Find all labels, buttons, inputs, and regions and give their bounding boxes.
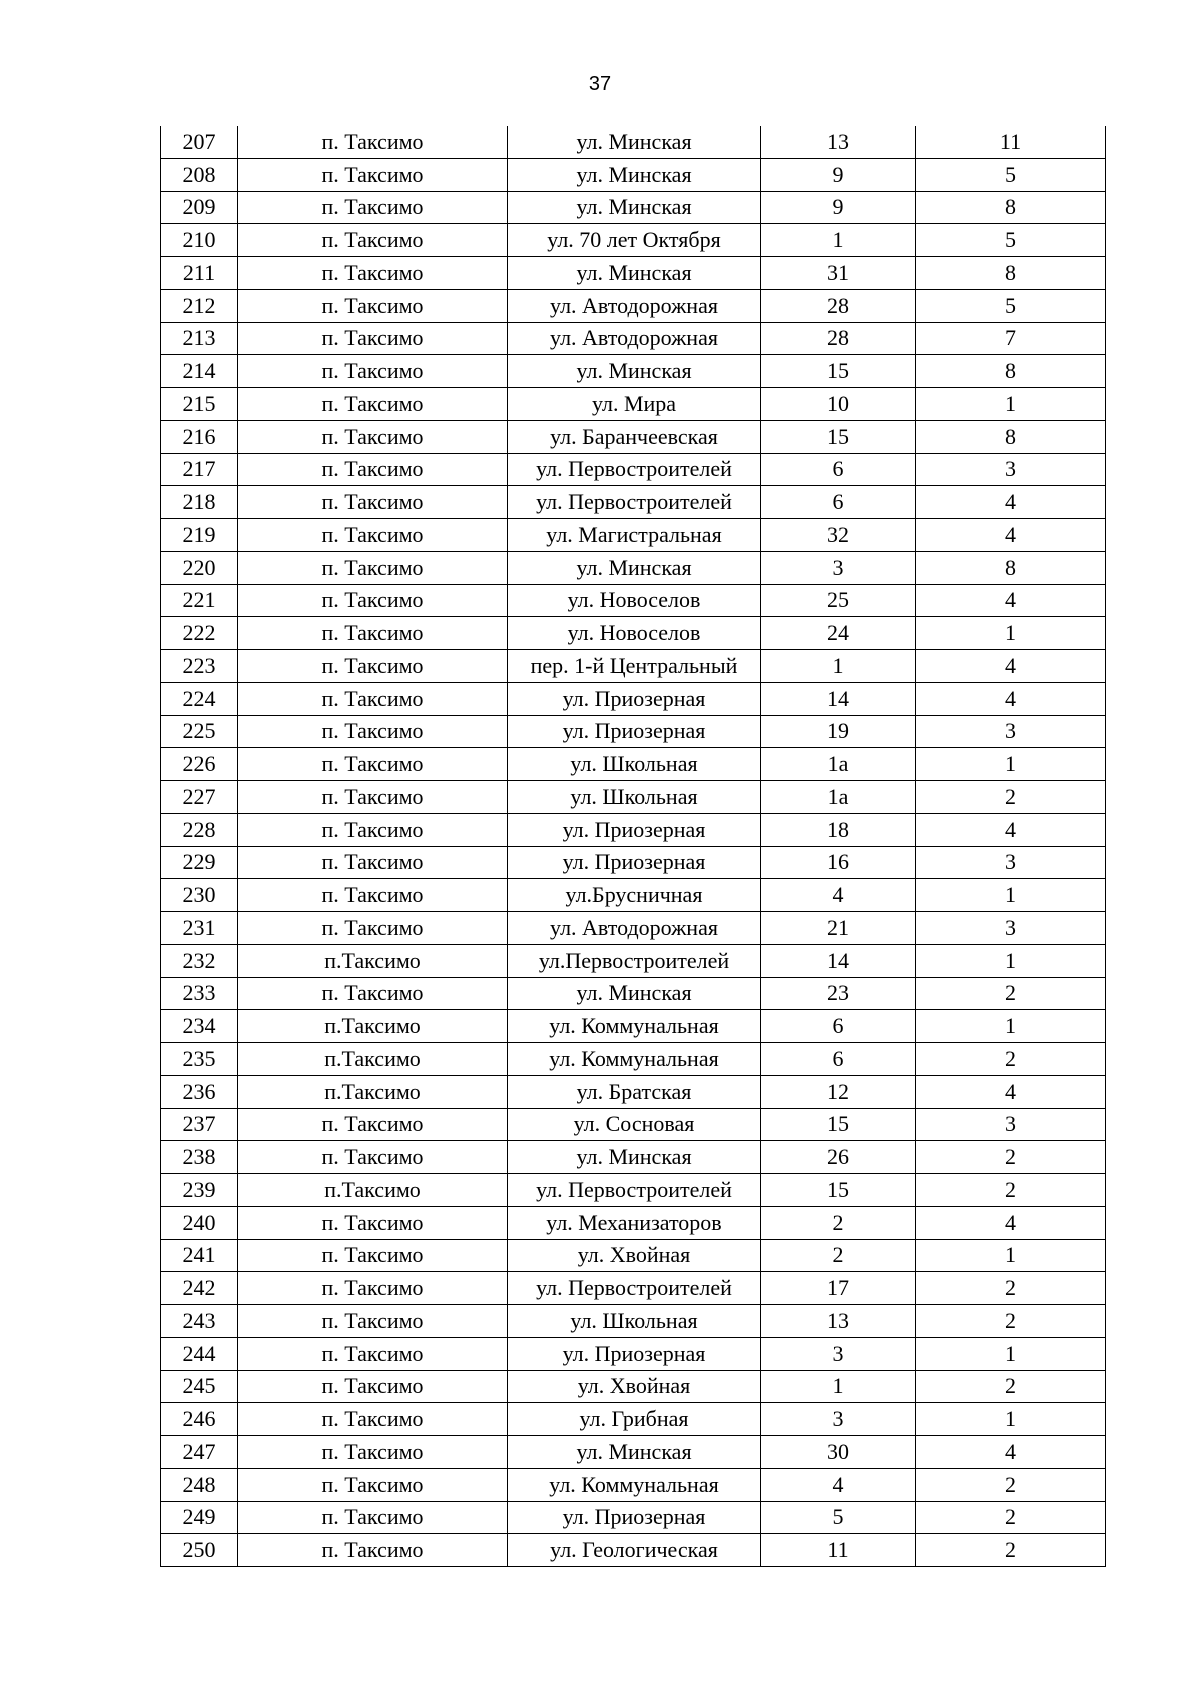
street-cell: ул. Первостроителей xyxy=(508,1272,761,1305)
row-number-cell: 211 xyxy=(161,257,238,290)
count-cell: 3 xyxy=(916,912,1106,945)
count-cell: 2 xyxy=(916,1305,1106,1338)
row-number-cell: 237 xyxy=(161,1108,238,1141)
house-number-cell: 6 xyxy=(761,1010,916,1043)
count-cell: 4 xyxy=(916,1206,1106,1239)
settlement-cell: п.Таксимо xyxy=(238,1010,508,1043)
street-cell: ул. Приозерная xyxy=(508,682,761,715)
table-row xyxy=(161,1141,1106,1174)
house-number-cell: 16 xyxy=(761,846,916,879)
row-number-cell: 225 xyxy=(161,715,238,748)
street-cell: ул. Минская xyxy=(508,257,761,290)
count-cell: 3 xyxy=(916,453,1106,486)
row-number-cell: 247 xyxy=(161,1436,238,1469)
settlement-cell: п. Таксимо xyxy=(238,453,508,486)
settlement-cell: п. Таксимо xyxy=(238,715,508,748)
count-cell: 3 xyxy=(916,1108,1106,1141)
street-cell: ул. Минская xyxy=(508,191,761,224)
row-number-cell: 210 xyxy=(161,224,238,257)
street-cell: ул. Приозерная xyxy=(508,1501,761,1534)
street-cell: ул. Сосновая xyxy=(508,1108,761,1141)
settlement-cell: п.Таксимо xyxy=(238,1075,508,1108)
count-cell: 2 xyxy=(916,1043,1106,1076)
count-cell: 2 xyxy=(916,1141,1106,1174)
table-row xyxy=(161,289,1106,322)
table-row xyxy=(161,781,1106,814)
settlement-cell: п. Таксимо xyxy=(238,191,508,224)
table-row xyxy=(161,1436,1106,1469)
row-number-cell: 234 xyxy=(161,1010,238,1043)
row-number-cell: 220 xyxy=(161,551,238,584)
table-row xyxy=(161,355,1106,388)
row-number-cell: 207 xyxy=(161,126,238,158)
row-number-cell: 222 xyxy=(161,617,238,650)
table-row xyxy=(161,912,1106,945)
settlement-cell: п. Таксимо xyxy=(238,748,508,781)
settlement-cell: п. Таксимо xyxy=(238,289,508,322)
row-number-cell: 236 xyxy=(161,1075,238,1108)
count-cell: 1 xyxy=(916,748,1106,781)
table-row xyxy=(161,126,1106,158)
row-number-cell: 228 xyxy=(161,813,238,846)
count-cell: 1 xyxy=(916,617,1106,650)
table-row xyxy=(161,1206,1106,1239)
settlement-cell: п. Таксимо xyxy=(238,420,508,453)
table-row xyxy=(161,1337,1106,1370)
row-number-cell: 209 xyxy=(161,191,238,224)
house-number-cell: 15 xyxy=(761,1108,916,1141)
house-number-cell: 28 xyxy=(761,289,916,322)
house-number-cell: 28 xyxy=(761,322,916,355)
row-number-cell: 245 xyxy=(161,1370,238,1403)
address-table xyxy=(160,126,1106,1567)
house-number-cell: 19 xyxy=(761,715,916,748)
settlement-cell: п. Таксимо xyxy=(238,1534,508,1567)
street-cell: ул. Коммунальная xyxy=(508,1468,761,1501)
street-cell: ул. Хвойная xyxy=(508,1239,761,1272)
row-number-cell: 223 xyxy=(161,650,238,683)
count-cell: 8 xyxy=(916,355,1106,388)
house-number-cell: 6 xyxy=(761,486,916,519)
street-cell: ул. Минская xyxy=(508,158,761,191)
street-cell: ул. Приозерная xyxy=(508,715,761,748)
house-number-cell: 1 xyxy=(761,224,916,257)
table-row xyxy=(161,388,1106,421)
table-row xyxy=(161,1370,1106,1403)
table-row xyxy=(161,1305,1106,1338)
house-number-cell: 14 xyxy=(761,682,916,715)
row-number-cell: 215 xyxy=(161,388,238,421)
row-number-cell: 232 xyxy=(161,944,238,977)
page-number: 37 xyxy=(588,73,612,95)
table-row xyxy=(161,977,1106,1010)
row-number-cell: 249 xyxy=(161,1501,238,1534)
settlement-cell: п. Таксимо xyxy=(238,1370,508,1403)
row-number-cell: 226 xyxy=(161,748,238,781)
house-number-cell: 23 xyxy=(761,977,916,1010)
settlement-cell: п. Таксимо xyxy=(238,617,508,650)
table-row xyxy=(161,519,1106,552)
house-number-cell: 1 xyxy=(761,650,916,683)
settlement-cell: п. Таксимо xyxy=(238,1141,508,1174)
settlement-cell: п. Таксимо xyxy=(238,1436,508,1469)
house-number-cell: 26 xyxy=(761,1141,916,1174)
settlement-cell: п. Таксимо xyxy=(238,1108,508,1141)
table-row xyxy=(161,715,1106,748)
house-number-cell: 12 xyxy=(761,1075,916,1108)
settlement-cell: п. Таксимо xyxy=(238,257,508,290)
house-number-cell: 10 xyxy=(761,388,916,421)
count-cell: 5 xyxy=(916,224,1106,257)
settlement-cell: п. Таксимо xyxy=(238,1305,508,1338)
count-cell: 2 xyxy=(916,1534,1106,1567)
street-cell: ул. Автодорожная xyxy=(508,322,761,355)
settlement-cell: п. Таксимо xyxy=(238,1468,508,1501)
street-cell: ул. Коммунальная xyxy=(508,1010,761,1043)
street-cell: ул. Братская xyxy=(508,1075,761,1108)
count-cell: 11 xyxy=(916,126,1106,158)
table-row xyxy=(161,944,1106,977)
row-number-cell: 224 xyxy=(161,682,238,715)
street-cell: ул. Новоселов xyxy=(508,584,761,617)
settlement-cell: п. Таксимо xyxy=(238,584,508,617)
house-number-cell: 2 xyxy=(761,1239,916,1272)
street-cell: ул. Школьная xyxy=(508,748,761,781)
count-cell: 1 xyxy=(916,879,1106,912)
table-row xyxy=(161,1239,1106,1272)
count-cell: 2 xyxy=(916,977,1106,1010)
count-cell: 5 xyxy=(916,158,1106,191)
house-number-cell: 6 xyxy=(761,1043,916,1076)
street-cell: ул. Школьная xyxy=(508,1305,761,1338)
settlement-cell: п. Таксимо xyxy=(238,879,508,912)
street-cell: ул. Мира xyxy=(508,388,761,421)
count-cell: 1 xyxy=(916,1239,1106,1272)
row-number-cell: 213 xyxy=(161,322,238,355)
house-number-cell: 3 xyxy=(761,1337,916,1370)
table-row xyxy=(161,584,1106,617)
row-number-cell: 214 xyxy=(161,355,238,388)
house-number-cell: 9 xyxy=(761,158,916,191)
house-number-cell: 11 xyxy=(761,1534,916,1567)
house-number-cell: 4 xyxy=(761,879,916,912)
table-row xyxy=(161,748,1106,781)
count-cell: 1 xyxy=(916,1403,1106,1436)
count-cell: 3 xyxy=(916,846,1106,879)
table-row xyxy=(161,257,1106,290)
count-cell: 4 xyxy=(916,519,1106,552)
street-cell: ул.Первостроителей xyxy=(508,944,761,977)
row-number-cell: 248 xyxy=(161,1468,238,1501)
count-cell: 4 xyxy=(916,584,1106,617)
street-cell: ул. Грибная xyxy=(508,1403,761,1436)
settlement-cell: п. Таксимо xyxy=(238,388,508,421)
table-row xyxy=(161,191,1106,224)
settlement-cell: п. Таксимо xyxy=(238,1206,508,1239)
house-number-cell: 4 xyxy=(761,1468,916,1501)
count-cell: 4 xyxy=(916,1436,1106,1469)
address-table-body xyxy=(161,126,1106,1567)
row-number-cell: 219 xyxy=(161,519,238,552)
count-cell: 2 xyxy=(916,1501,1106,1534)
table-row xyxy=(161,813,1106,846)
settlement-cell: п. Таксимо xyxy=(238,486,508,519)
row-number-cell: 239 xyxy=(161,1174,238,1207)
settlement-cell: п. Таксимо xyxy=(238,322,508,355)
count-cell: 2 xyxy=(916,781,1106,814)
street-cell: ул. Механизаторов xyxy=(508,1206,761,1239)
street-cell: ул. Минская xyxy=(508,977,761,1010)
table-row xyxy=(161,650,1106,683)
street-cell: ул. Автодорожная xyxy=(508,912,761,945)
row-number-cell: 230 xyxy=(161,879,238,912)
street-cell: ул. Минская xyxy=(508,551,761,584)
count-cell: 1 xyxy=(916,388,1106,421)
street-cell: ул. Минская xyxy=(508,355,761,388)
house-number-cell: 15 xyxy=(761,420,916,453)
house-number-cell: 15 xyxy=(761,1174,916,1207)
count-cell: 5 xyxy=(916,289,1106,322)
row-number-cell: 240 xyxy=(161,1206,238,1239)
settlement-cell: п.Таксимо xyxy=(238,1043,508,1076)
street-cell: ул.Брусничная xyxy=(508,879,761,912)
count-cell: 4 xyxy=(916,813,1106,846)
table-row xyxy=(161,1010,1106,1043)
house-number-cell: 15 xyxy=(761,355,916,388)
row-number-cell: 208 xyxy=(161,158,238,191)
house-number-cell: 32 xyxy=(761,519,916,552)
settlement-cell: п. Таксимо xyxy=(238,781,508,814)
count-cell: 4 xyxy=(916,682,1106,715)
count-cell: 2 xyxy=(916,1174,1106,1207)
settlement-cell: п. Таксимо xyxy=(238,977,508,1010)
settlement-cell: п. Таксимо xyxy=(238,224,508,257)
house-number-cell: 6 xyxy=(761,453,916,486)
count-cell: 8 xyxy=(916,191,1106,224)
settlement-cell: п. Таксимо xyxy=(238,1501,508,1534)
row-number-cell: 246 xyxy=(161,1403,238,1436)
table-row xyxy=(161,879,1106,912)
row-number-cell: 221 xyxy=(161,584,238,617)
count-cell: 7 xyxy=(916,322,1106,355)
row-number-cell: 217 xyxy=(161,453,238,486)
house-number-cell: 25 xyxy=(761,584,916,617)
count-cell: 2 xyxy=(916,1370,1106,1403)
house-number-cell: 1а xyxy=(761,781,916,814)
count-cell: 1 xyxy=(916,1337,1106,1370)
table-row xyxy=(161,453,1106,486)
count-cell: 3 xyxy=(916,715,1106,748)
street-cell: ул. Приозерная xyxy=(508,813,761,846)
street-cell: ул. Минская xyxy=(508,1436,761,1469)
settlement-cell: п. Таксимо xyxy=(238,912,508,945)
street-cell: пер. 1-й Центральный xyxy=(508,650,761,683)
street-cell: ул. Минская xyxy=(508,1141,761,1174)
table-row xyxy=(161,1534,1106,1567)
row-number-cell: 231 xyxy=(161,912,238,945)
settlement-cell: п. Таксимо xyxy=(238,1272,508,1305)
table-row xyxy=(161,420,1106,453)
table-row xyxy=(161,846,1106,879)
settlement-cell: п. Таксимо xyxy=(238,158,508,191)
table-row xyxy=(161,617,1106,650)
count-cell: 8 xyxy=(916,551,1106,584)
count-cell: 2 xyxy=(916,1272,1106,1305)
table-row xyxy=(161,1468,1106,1501)
house-number-cell: 1 xyxy=(761,1370,916,1403)
street-cell: ул. Коммунальная xyxy=(508,1043,761,1076)
house-number-cell: 31 xyxy=(761,257,916,290)
settlement-cell: п. Таксимо xyxy=(238,846,508,879)
table-row xyxy=(161,1108,1106,1141)
count-cell: 4 xyxy=(916,486,1106,519)
row-number-cell: 244 xyxy=(161,1337,238,1370)
table-row xyxy=(161,682,1106,715)
table-row xyxy=(161,322,1106,355)
house-number-cell: 3 xyxy=(761,551,916,584)
settlement-cell: п. Таксимо xyxy=(238,355,508,388)
table-row xyxy=(161,486,1106,519)
table-row xyxy=(161,1174,1106,1207)
row-number-cell: 242 xyxy=(161,1272,238,1305)
house-number-cell: 21 xyxy=(761,912,916,945)
street-cell: ул. Первостроителей xyxy=(508,1174,761,1207)
count-cell: 4 xyxy=(916,650,1106,683)
house-number-cell: 18 xyxy=(761,813,916,846)
row-number-cell: 250 xyxy=(161,1534,238,1567)
house-number-cell: 2 xyxy=(761,1206,916,1239)
street-cell: ул. 70 лет Октября xyxy=(508,224,761,257)
street-cell: ул. Автодорожная xyxy=(508,289,761,322)
count-cell: 4 xyxy=(916,1075,1106,1108)
settlement-cell: п. Таксимо xyxy=(238,1337,508,1370)
house-number-cell: 13 xyxy=(761,1305,916,1338)
street-cell: ул. Хвойная xyxy=(508,1370,761,1403)
table-row xyxy=(161,1403,1106,1436)
house-number-cell: 17 xyxy=(761,1272,916,1305)
count-cell: 8 xyxy=(916,257,1106,290)
street-cell: ул. Новоселов xyxy=(508,617,761,650)
street-cell: ул. Приозерная xyxy=(508,846,761,879)
house-number-cell: 30 xyxy=(761,1436,916,1469)
table-row xyxy=(161,551,1106,584)
row-number-cell: 238 xyxy=(161,1141,238,1174)
street-cell: ул. Первостроителей xyxy=(508,486,761,519)
row-number-cell: 212 xyxy=(161,289,238,322)
row-number-cell: 235 xyxy=(161,1043,238,1076)
settlement-cell: п. Таксимо xyxy=(238,551,508,584)
settlement-cell: п.Таксимо xyxy=(238,944,508,977)
house-number-cell: 5 xyxy=(761,1501,916,1534)
table-row xyxy=(161,1043,1106,1076)
house-number-cell: 14 xyxy=(761,944,916,977)
table-row xyxy=(161,158,1106,191)
settlement-cell: п. Таксимо xyxy=(238,813,508,846)
street-cell: ул. Баранчеевская xyxy=(508,420,761,453)
count-cell: 8 xyxy=(916,420,1106,453)
settlement-cell: п. Таксимо xyxy=(238,650,508,683)
house-number-cell: 24 xyxy=(761,617,916,650)
row-number-cell: 227 xyxy=(161,781,238,814)
street-cell: ул. Школьная xyxy=(508,781,761,814)
settlement-cell: п.Таксимо xyxy=(238,1174,508,1207)
settlement-cell: п. Таксимо xyxy=(238,682,508,715)
count-cell: 2 xyxy=(916,1468,1106,1501)
house-number-cell: 13 xyxy=(761,126,916,158)
street-cell: ул. Приозерная xyxy=(508,1337,761,1370)
settlement-cell: п. Таксимо xyxy=(238,1403,508,1436)
table-row xyxy=(161,224,1106,257)
row-number-cell: 241 xyxy=(161,1239,238,1272)
settlement-cell: п. Таксимо xyxy=(238,126,508,158)
row-number-cell: 216 xyxy=(161,420,238,453)
row-number-cell: 243 xyxy=(161,1305,238,1338)
street-cell: ул. Первостроителей xyxy=(508,453,761,486)
table-row xyxy=(161,1075,1106,1108)
row-number-cell: 233 xyxy=(161,977,238,1010)
house-number-cell: 3 xyxy=(761,1403,916,1436)
house-number-cell: 9 xyxy=(761,191,916,224)
count-cell: 1 xyxy=(916,944,1106,977)
row-number-cell: 218 xyxy=(161,486,238,519)
street-cell: ул. Магистральная xyxy=(508,519,761,552)
house-number-cell: 1а xyxy=(761,748,916,781)
table-row xyxy=(161,1272,1106,1305)
row-number-cell: 229 xyxy=(161,846,238,879)
table-row xyxy=(161,1501,1106,1534)
street-cell: ул. Геологическая xyxy=(508,1534,761,1567)
settlement-cell: п. Таксимо xyxy=(238,519,508,552)
street-cell: ул. Минская xyxy=(508,126,761,158)
count-cell: 1 xyxy=(916,1010,1106,1043)
settlement-cell: п. Таксимо xyxy=(238,1239,508,1272)
